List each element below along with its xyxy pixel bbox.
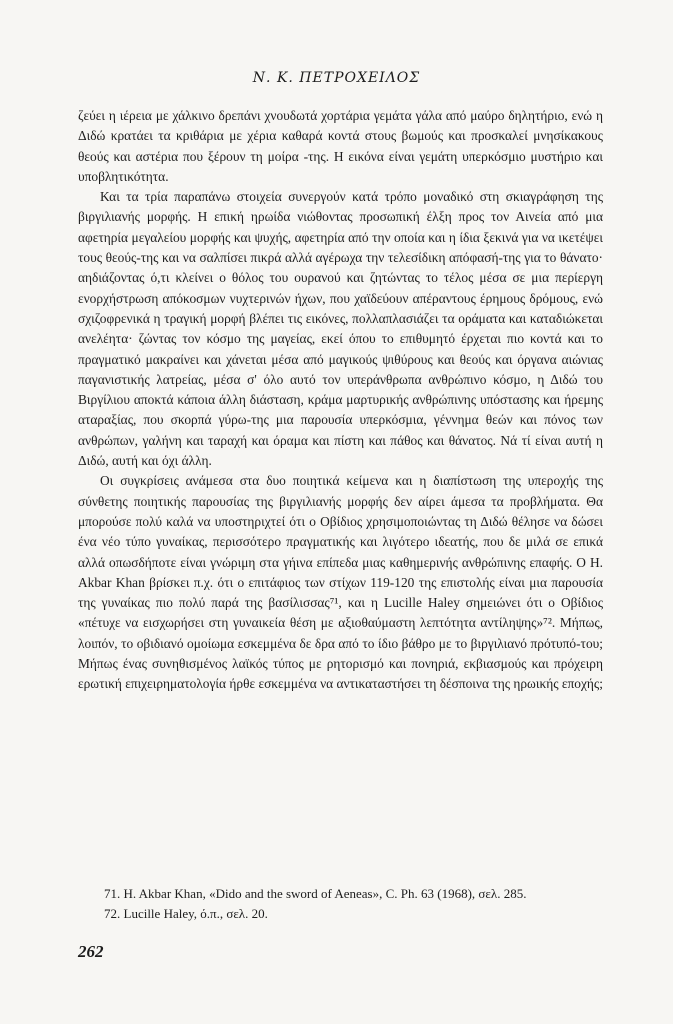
running-header: Ν. Κ. ΠΕΤΡΟΧΕΙΛΟΣ	[252, 70, 421, 86]
footnotes	[78, 884, 603, 924]
paragraph: Και τα τρία παραπάνω στοιχεία συνεργούν κατά τρόπο μοναδικό στη σκιαγράφηση της βιργιλιανής μορφής. Η επική ηρωίδα νιώθοντας προσωπική έλξη προς τον Αινεία από μια αφετηρία μεγαλείου μορφής και ψυχής, αφετηρία από την οποία και η ίδια ξεκινά για να ικετέψει τους θεούς-της και να σαλπίσει πικρά αλλά αγέρωχα την τελεσίδικη απόφασή-της για το θάνατο· αηδιάζοντας ό,τι κλείνει ο θόλος του ουρανού και ζητώντας το τέλος μέσα σε μια περίεργη ενορχήστρωση απόκοσμων νυχτερινών ήχων, που χαϊδεύουν απέραντους έρημους δρόμους, ενώ σχιζοφρενικά η τραγική μορφή βλέπει τις εικόνες, πολλαπλασιάζει τα οράματα και καταδιώκεται ανελέητα· ζώντας τον κόσμο της μαγείας, εκεί όπου το επιθυμητό έρχεται πιο κοντά και το πραγματικό μακραίνει και χάνεται μέσα από μαγικούς ψιθύρους και θεούς και όργανα αιώνιας παγανιστικής λατρείας, μέσα σ' όλο αυτό τον υπεράνθρωπα ανθρώπινο κόσμο, η Διδώ του Βιργίλιου αποκτά κάποια άλλη διάσταση, κράμα μαρτυρικής ανθρώπινης υπόστασης και ήρεμης αταραξίας, που σκορπά γύρω-της μια παρουσία υπερκόσμια, γέννημα θεών και πόνος των ανθρώπων, γαλήνη και ταραχή και όραμα και πίστη και πάθος και θάνατος. Νά τί είναι αυτή η Διδώ, αυτή και όχι άλλη.	[78, 189, 603, 469]
footnote-71: 71. H. Akbar Khan, «Dido and the sword of Aeneas», C. Ph. 63 (1968), σελ. 285.	[104, 886, 527, 901]
page-number: 262	[78, 942, 104, 961]
footnote-72: 72. Lucille Haley, ό.π., σελ. 20.	[104, 906, 268, 921]
paragraph: Οι συγκρίσεις ανάμεσα στα δυο ποιητικά κείμενα και η διαπίστωση της υπεροχής της σύνθετης ποιητικής παρουσίας της βιργιλιανής μορφής δεν αίρει άμεσα τα προβλήματα. Θα μπορούσε πολύ καλά να υποστηριχτεί ότι ο Οβίδιος χρησιμοποιώντας τη Διδώ θέλησε να δώσει ένα νέο τύπο γυναίκας, περισσότερο πραγματικής και λιγότερο ιδεατής, που δε μιλά σε επικά αλλά οπωσδήποτε είναι γνώριμη στα γήινα επίπεδα μιας καθημερινής ανθρώπινης επαφής. Ο H. Akbar Khan βρίσκει π.χ. ότι ο επιτάφιος των στίχων 119-120 της επιστολής είναι μια παρουσία της γυναίκας πιο πολύ παρά της βασίλισσας⁷¹, και η Lucille Haley σημειώνει ότι ο Οβίδιος «πέτυχε να εισχωρήσει στη γυναικεία θέση με αξιοθαύμαστη λεπτότητα αντίληψης»⁷². Μήπως, λοιπόν, το οβιδιανό ομοίωμα εσκεμμένα δε δρα από το ίδιο βάθρο με το βιργιλιανό πρότυπό-του; Μήπως ένας συνηθισμένος λαϊκός τύπος με ρητορισμό και πονηριά, εκβιασμούς και πρόχειρη ερωτική επιχειρηματολογία ήρθε εσκεμμένα να αντικαταστήσει τη δέσποινα της ηρωικής εποχής;	[78, 473, 603, 692]
body-text	[78, 106, 603, 695]
paragraph-continuation: ζεύει η ιέρεια με χάλκινο δρεπάνι χνουδωτά χορτάρια γεμάτα γάλα από μαύρο δηλητήριο, ενώ η Διδώ κρατάει τα κριθάρια με χέρια καθαρά κοντά στους βωμούς και προσκαλεί μνησίκακους θεούς και αστέρια που ξέρουν τη μοίρα -της. Η εικόνα είναι γεμάτη υπερκόσμιο μυστήριο και υποβλητικότητα.	[78, 108, 603, 184]
